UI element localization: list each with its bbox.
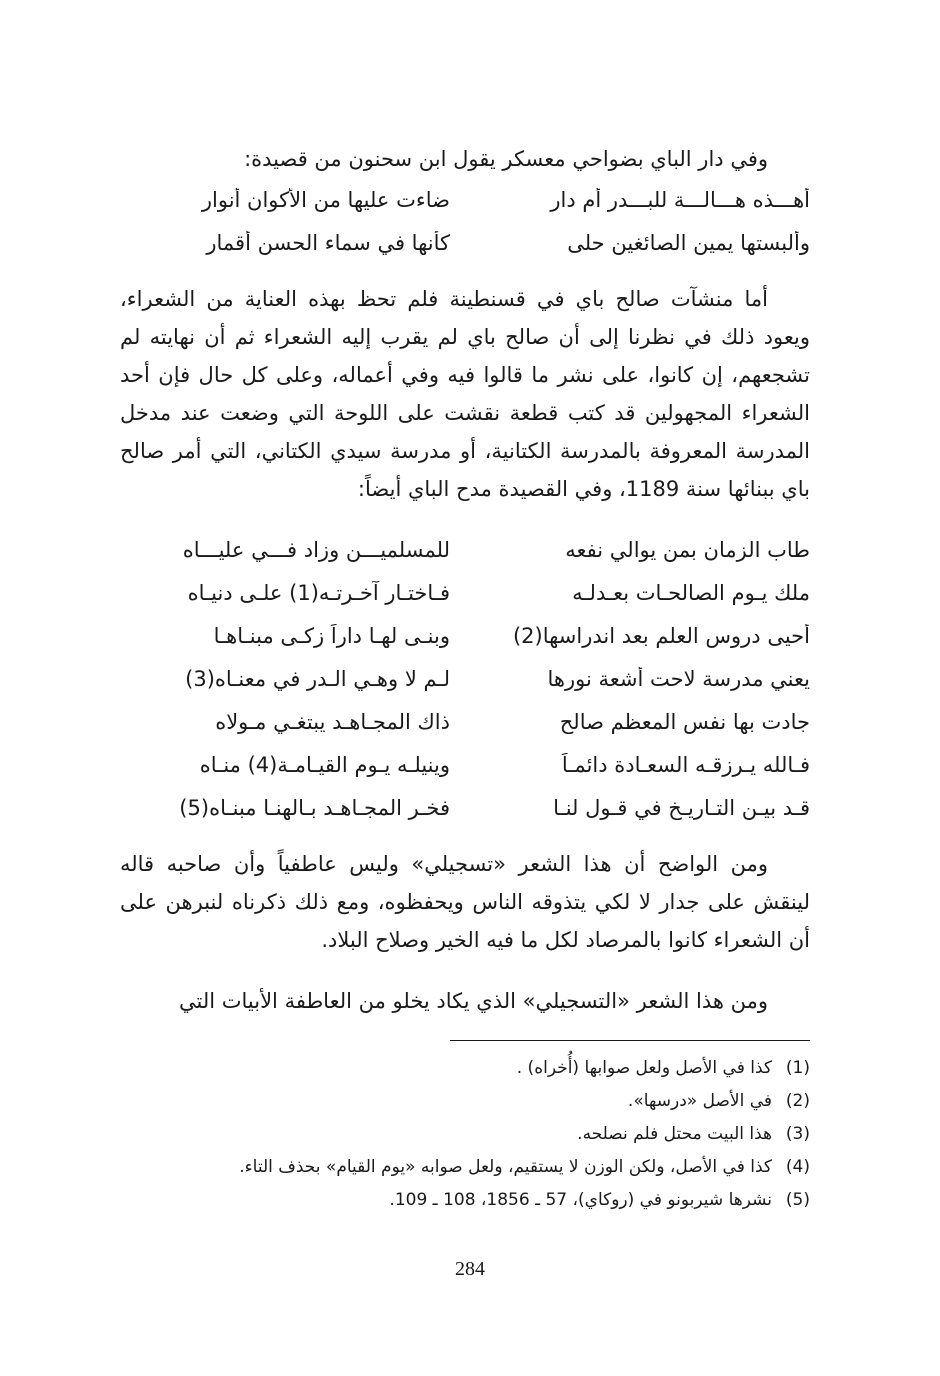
- footnote-number: (5): [785, 1190, 810, 1210]
- paragraph-1: أما منشآت صالح باي في قسنطينة فلم تحظ بهذه العناية من الشعراء، ويعود ذلك في نظرنا إلى أن صالح باي لم يقرب إليه الشعراء ثم أن نهايته لم تشجعهم، إن كانوا، على نشر ما قالوا فيه وفي أعماله، وعلى كل حال فإن أحد الشعراء المجهولين قد كتب قطعة نقشت على اللوحة التي وضعت عند مدخل المدرسة المعروفة بالمدرسة الكتانية، أو مدرسة سيدي الكتاني، التي أمر صالح باي ببنائها سنة 1189، وفي القصيدة مدح الباي أيضاً:: [120, 287, 810, 501]
- verse-row: [120, 786, 810, 829]
- footnote-text: نشرها شيربونو في (روكاي)، 57 ـ 1856، 108 ـ 109.: [389, 1190, 772, 1210]
- footnote: [120, 1184, 810, 1217]
- footnote-number: (1): [785, 1058, 810, 1078]
- footnote-text: كذا في الأصل ولعل صوابها (أُخراه) .: [516, 1058, 772, 1078]
- paragraph-3-block: [120, 982, 810, 1020]
- verse-first-hemistich: قـد بيـن التـاريـخ في قـول لنـا: [553, 795, 810, 820]
- verse-row: [120, 221, 810, 264]
- intro-line: وفي دار الباي بضواحي معسكر يقول ابن سحنون من قصيدة:: [244, 147, 768, 171]
- footnote-number: (3): [785, 1124, 810, 1144]
- footnote: [120, 1151, 810, 1184]
- verse-second-hemistich: لـم لا وهـي الـدر في معنـاه(3): [185, 666, 450, 691]
- footnote-text: هذا البيت محتل فلم نصلحه.: [577, 1124, 772, 1144]
- paragraph-2: ومن الواضح أن هذا الشعر «تسجيلي» وليس عاطفياً وأن صاحبه قاله لينقش على جدار لا لكي يتذوقه الناس ويحفظوه، ومع ذلك ذكرناه لنبرهن على أن الشعراء كانوا بالمرصاد لكل ما فيه الخير وصلاح البلاد.: [120, 852, 810, 952]
- verse-row: [120, 743, 810, 786]
- footnote-text: كذا في الأصل، ولكن الوزن لا يستقيم، ولعل صوابه «يوم القيام» بحذف التاء.: [239, 1157, 772, 1177]
- footnote-number: (4): [785, 1157, 810, 1177]
- paragraph-1-block: [120, 280, 810, 508]
- footnote: [120, 1085, 810, 1118]
- footnote-text: في الأصل «درسها».: [627, 1091, 772, 1111]
- verse-second-hemistich: فـاختـار آخـرتـه(1) علـى دنيـاه: [187, 580, 450, 605]
- poem-2: [120, 528, 810, 829]
- verse-second-hemistich: فخـر المجـاهـد بـالهنـا مبنـاه(5): [179, 795, 450, 820]
- verse-first-hemistich: جادت بها نفس المعظم صالح: [559, 709, 810, 734]
- verse-first-hemistich: ملك يـوم الصالحـات بعـدلـه: [572, 580, 810, 605]
- verse-row: [120, 178, 810, 221]
- verse-first-hemistich: أهـــذه هـــالـــة للبـــدر أم دار: [550, 187, 810, 212]
- verse-first-hemistich: وألبستها يمين الصائغين حلى: [567, 230, 810, 255]
- verse-second-hemistich: وينيلـه يـوم القيـامـة(4) منـاه: [199, 752, 450, 777]
- verse-first-hemistich: طاب الزمان بمن يوالي نفعه: [565, 537, 810, 562]
- verse-second-hemistich: كأنها في سماء الحسن أقمار: [206, 230, 450, 255]
- page-number: 284: [455, 1258, 485, 1280]
- verse-row: [120, 571, 810, 614]
- paragraph-3: ومن هذا الشعر «التسجيلي» الذي يكاد يخلو من العاطفة الأبيات التي: [178, 989, 768, 1013]
- footnote-number: (2): [785, 1091, 810, 1111]
- verse-second-hemistich: ضاءت عليها من الأكوان أنوار: [201, 187, 450, 212]
- verse-first-hemistich: فـالله يـرزقـه السعـادة دائمـاً: [561, 752, 810, 777]
- footnote: [120, 1052, 810, 1085]
- footnote-divider: [450, 1040, 810, 1041]
- verse-row: [120, 700, 810, 743]
- verse-row: [120, 528, 810, 571]
- footnotes: [120, 1052, 810, 1217]
- verse-first-hemistich: يعني مدرسة لاحت أشعة نورها: [547, 666, 810, 691]
- footnote: [120, 1118, 810, 1151]
- verse-second-hemistich: للمسلميـــن وزاد فـــي عليـــاه: [182, 537, 450, 562]
- verse-second-hemistich: وبنـى لهـا داراً زكـى مبنـاهـا: [213, 623, 450, 648]
- verse-row: [120, 657, 810, 700]
- verse-second-hemistich: ذاك المجـاهـد يبتغـي مـولاه: [215, 709, 450, 734]
- verse-row: [120, 614, 810, 657]
- poem-1: [120, 178, 810, 264]
- verse-first-hemistich: أحيى دروس العلم بعد اندراسها(2): [512, 623, 810, 648]
- intro-line-block: [120, 140, 810, 178]
- paragraph-2-block: [120, 845, 810, 959]
